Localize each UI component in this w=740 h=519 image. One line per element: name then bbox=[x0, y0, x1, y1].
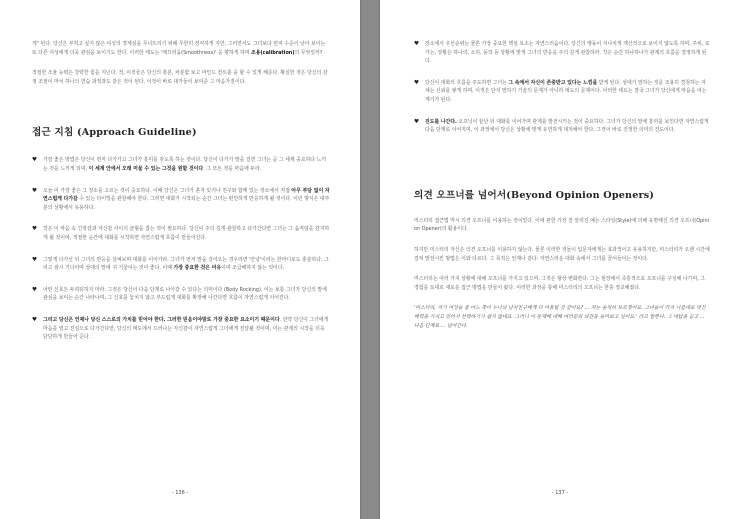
heart-bullet-icon: ♥ bbox=[414, 79, 420, 86]
list-item-text: 그렇게 다가선 뒤 그녀의 반응을 살펴보며 대화를 이어가라. 그녀가 먼저 말을 걸어오는 경우라면 '안녕'이라는 한마디로도 충분하다. 그리고 잠시 기다리며 상대의 말에 귀 기울이는 것이 좋다. 이때 가장 중요한 것은 여유이며 조급해하지 않는 것이다. bbox=[43, 256, 329, 272]
list-item bbox=[32, 256, 330, 273]
list-item bbox=[414, 40, 710, 66]
list-item bbox=[32, 316, 330, 342]
body-paragraph: 적절한 조율 능력은 강력한 힘을 지닌다. 적, 이것들은 당신의 흥분, 차분함 보고 마인드 컨트롤 을 할 수 있게 해준다. 확실한 것은 당신의 감정 조절이 마치 하나의 연습 과정과도 같은 것이 된다. 이것이 바로 대가들이 보여준 그 마음가짐이다. bbox=[32, 70, 328, 85]
section-heading-approach: 접근 지침 (Approach Guideline) bbox=[32, 127, 197, 139]
page-number: - 136 - bbox=[171, 490, 189, 496]
intro-text: 게" 된다. 당신은 부처고 싶지 않은 여성의 경계심을 무너뜨리기 위해 무한히 정직하게 지만, 그러면서도 그녀보다 먼저 수준이 낮아 보이는 또 다른 여성에게 더욱 관심을 보이기도 한다. 이러한 태도는 '매끄러움(Smoothness)' 을 향하게 하며 bbox=[32, 41, 326, 56]
intro-paragraph bbox=[32, 40, 330, 57]
list-item bbox=[32, 225, 330, 242]
body-paragraph: 하지만 미스터리 자신은 의견 오프너를 이용하지 않는다. 물론 이러한 것들이 입문자에게는 효과적이고 유용하지만, 미스터리가 오랜 시간에 걸쳐 발전시킨 방법은 이와 다르다. 그 목적은 언제나 같다: 자연스러운 대화 속에서 그녀를 끌어들이는 것이다. bbox=[414, 246, 710, 262]
heart-bullet-icon: ♥ bbox=[32, 187, 38, 194]
right-page bbox=[380, 0, 740, 519]
intro-bold-term: 조용(calibration) bbox=[250, 49, 295, 56]
approach-bullet-list bbox=[32, 156, 330, 341]
heart-bullet-icon: ♥ bbox=[32, 316, 38, 323]
left-page bbox=[0, 0, 360, 519]
list-item-text: 작은 이 마음 속 긴장감과 자신감 사이의 균형을 잡는 것이 필요하다. 당신이 주의 깊게 관찰하고 다가간다면 그녀는 그 움직임을 감지하게 될 것이며, 적절한 순간에 대화를 시작하면 자연스럽게 흐름이 만들어진다. bbox=[43, 226, 330, 241]
list-item-text: 오늘 이 가장 좋은 그 장소를 고르는 것이 중요하다. 이때 당신은 그녀가 혼자 있거나 친구와 함께 있는 장소에서 직접 아무 부담 없이 자연스럽게 다가갈 수 있는 타이밍을 관찰해야 한다. 그러면 대화가 시작되는 순간 그녀는 편안하게 반응하게 될 것이다. 이런 방식은 대부분의 상황에서 유용하다. bbox=[43, 187, 330, 211]
heart-bullet-icon: ♥ bbox=[32, 286, 38, 293]
continued-bullet-list bbox=[414, 40, 710, 135]
heart-bullet-icon: ♥ bbox=[414, 118, 420, 125]
quoted-example: '미스터리, 저기 여성들 중 어느 쪽이 누나의 남자친구에게 더 어울릴 것 같아요? ... 저는 솔직히 모르겠어요. 그녀들이 각자 나름대로 멋진 매력을 가지고 있어서 선택하기가 쉽지 않네요. 그러니 이 문제에 대해 여러분의 의견을 들어보고 싶어요.' 라고 말한다. 그 대답을 듣고 ... 다음 단계로 ... 넘어간다. bbox=[414, 305, 706, 329]
page-number: - 137 - bbox=[551, 490, 569, 496]
list-item bbox=[32, 286, 330, 303]
list-item-text: 어떤 신호든 두려워하지 마라. 그것은 당신이 다음 단계로 나아갈 수 있다는 의미이다 (Body Rocking). 이는 보통 그녀가 당신의 말에 관심을 보이는 순간 나타나며, 그 신호를 놓치지 않고 부드럽게 대화를 확장해 나간다면 흐름이 자연스럽게 이어진다. bbox=[43, 286, 327, 302]
heart-bullet-icon: ♥ bbox=[32, 256, 38, 263]
list-item bbox=[414, 118, 710, 135]
list-item-text: 진도를 나간다. 오프닝이 끝난 뒤 대화를 이어가며 관계를 발전시키는 것이 중요하다. 그녀가 당신의 말에 흥미를 보인다면 자연스럽게 다음 단계로 이어지며, 이 과정에서 당신은 상황에 맞게 유연하게 대처해야 한다. 그것이 바로 진정한 의미의 진도이다. bbox=[425, 118, 709, 134]
right-page-content bbox=[414, 40, 710, 342]
list-item bbox=[414, 79, 710, 105]
body-paragraph: 미스터리는 여러 가지 상황에 대해 오프너를 가지고 있으며, 그것은 항상 변화한다. 그는 현장에서 즉흥적으로 오프너를 구성해 나가며, 그 경험을 토대로 새로운 접근 방법을 만들어 왔다. 이러한 과정을 통해 미스터리의 오프너는 한층 정교해졌다. bbox=[414, 276, 705, 291]
list-item bbox=[32, 156, 330, 173]
list-item-text: 장소에서 우선순위는 물론 가장 중요한 핵심 요소는 자연스러움이다. 당신의 행동이 지나치게 계산적으로 보이지 않도록 하며, 주위, 로가는, 상황은 하나의, 소리, 동작 등 상황에 맞게 그녀의 반응을 주의 깊게 관찰하라. 작은 순간 하나하나가 관계의 흐름을 결정하게 된다. bbox=[425, 41, 710, 65]
heart-bullet-icon: ♥ bbox=[32, 157, 38, 164]
body-paragraph: 미스터리 접근법 역시 의견 오프너를 이용하는 것이었다. 이에 관한 가장 잘 알려진 예는 스타일(Style)에 의해 유명해진 의견 오프너(Opinion Opener)의 활용이다. bbox=[414, 217, 709, 233]
heart-bullet-icon: ♥ bbox=[414, 41, 420, 47]
list-item-text: 그리고 당신은 언제나 당신 스스로의 가치를 믿어야 한다. 그러한 믿음이야말로 가장 중요한 요소이기 때문이다. 만약 당신이 그녀에게 마음을 열고 진심으로 다가간다면, 당신의 태도에서 드러나는 자신감이 자연스럽게 그녀에게 전달될 것이며, 이는 관계의 시작을 더욱 단단하게 만들어 준다. bbox=[43, 316, 329, 341]
list-item-text: 당신이 대화의 흐름을 주도하면 그녀는 그 속에서 자신이 존중받고 있다는 느낌을 받게 된다. 상대가 말하는 것을 조용히 경청하는 자세는 신뢰를 쌓게 하며, 이것은 단지 말하기 기술의 문제가 아니라 태도의 문제이다. 이러한 태도는 결국 그녀가 당신에게 마음을 여는 계기가 된다. bbox=[425, 79, 707, 103]
list-item bbox=[32, 187, 330, 213]
intro-text-end: 의 무엇일까? bbox=[294, 49, 323, 56]
section-heading-beyond-openers: 의견 오프너를 넘어서(Beyond Opinion Openers) bbox=[414, 189, 655, 201]
heart-bullet-icon: ♥ bbox=[32, 226, 38, 233]
left-page-content bbox=[32, 40, 330, 355]
list-item-text: 가장 좋은 방법은 당신이 먼저 다가가고 그녀가 흥미를 갖도록 하는 것이다. 당신이 다가가 말을 걸면 그녀는 곧 그 세계 중요하다 느끼는 것을 느끼게 되며, 이 세계 안에서 오래 머물 수 있는 그것을 원할 것이다. 그 모든 것을 마음에 두라. bbox=[43, 157, 327, 172]
